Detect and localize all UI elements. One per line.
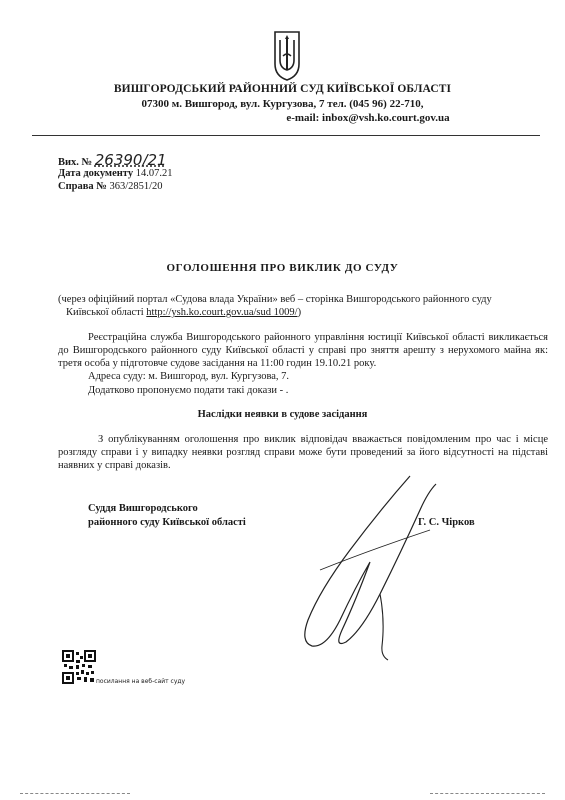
court-address-line: Адреса суду: м. Вишгород, вул. Кургузова, 7. bbox=[88, 371, 290, 382]
case-value: 363/2851/20 bbox=[109, 181, 163, 192]
intro-paragraph bbox=[58, 293, 548, 319]
document-date-line bbox=[58, 168, 172, 179]
case-number-line bbox=[58, 181, 163, 192]
evidence-line: Додатково пропонуємо подати такі докази - . bbox=[88, 385, 289, 396]
header-divider bbox=[32, 135, 540, 136]
outgoing-label: Вих. № bbox=[58, 157, 93, 168]
summons-paragraph: Реєстраційна служба Вишгородського районного управління юстиції Київської області викликається до Вишгородського районного суду Київської області у справі про зняття арешту з нерухомого майна як: третя особа у підготовче судове засідання на 11:00 годин 19.10.21 року. bbox=[58, 332, 548, 369]
scan-edge-mark-left bbox=[20, 793, 130, 796]
outgoing-number-line bbox=[58, 151, 167, 169]
intro-close: ) bbox=[297, 307, 302, 318]
court-name: ВИШГОРОДСЬКИЙ РАЙОННИЙ СУД КИЇВСЬКОЇ ОБЛАСТІ bbox=[113, 83, 452, 95]
coat-of-arms-icon bbox=[272, 30, 302, 82]
court-address: 07300 м. Вишгород, вул. Кургузова, 7 тел. (045 96) 22-710, bbox=[141, 98, 424, 110]
scan-edge-mark-right bbox=[430, 793, 545, 796]
qr-caption: посилання на веб-сайт суду bbox=[96, 678, 186, 685]
consequences-paragraph: З опублікуванням оголошення про виклик відповідач вважається повідомленим про час і місце розгляду справи і у випадку неявки розгляд справи може бути проведений за його відсутності на підставі наявних у справі доказів. bbox=[58, 434, 548, 471]
date-label: Дата документу bbox=[58, 168, 134, 179]
judge-name: Г. С. Чірков bbox=[418, 517, 475, 528]
outgoing-number: 26390/21 bbox=[94, 151, 167, 169]
date-value: 14.07.21 bbox=[135, 168, 173, 179]
court-website-link[interactable]: http://ysh.ko.court.gov.ua/sud 1009/ bbox=[146, 307, 298, 318]
signature-image bbox=[260, 470, 470, 665]
case-label: Справа № bbox=[58, 181, 107, 192]
qr-code-icon bbox=[62, 650, 96, 684]
judge-title-line-2: районного суду Київської області bbox=[88, 517, 246, 528]
judge-title-line-1: Суддя Вишгородського bbox=[88, 503, 198, 514]
consequences-heading: Наслідки неявки в судове засідання bbox=[197, 409, 368, 420]
court-email: e-mail: inbox@vsh.ko.court.gov.ua bbox=[286, 112, 450, 124]
page-title: ОГОЛОШЕННЯ ПРО ВИКЛИК ДО СУДУ bbox=[166, 262, 399, 274]
intro-line-1: (через офіційний портал «Судова влада України» веб – сторінка Вишгородського районного суду bbox=[58, 294, 492, 305]
intro-line-2 bbox=[58, 306, 548, 319]
intro-region: Київської області bbox=[66, 307, 147, 318]
